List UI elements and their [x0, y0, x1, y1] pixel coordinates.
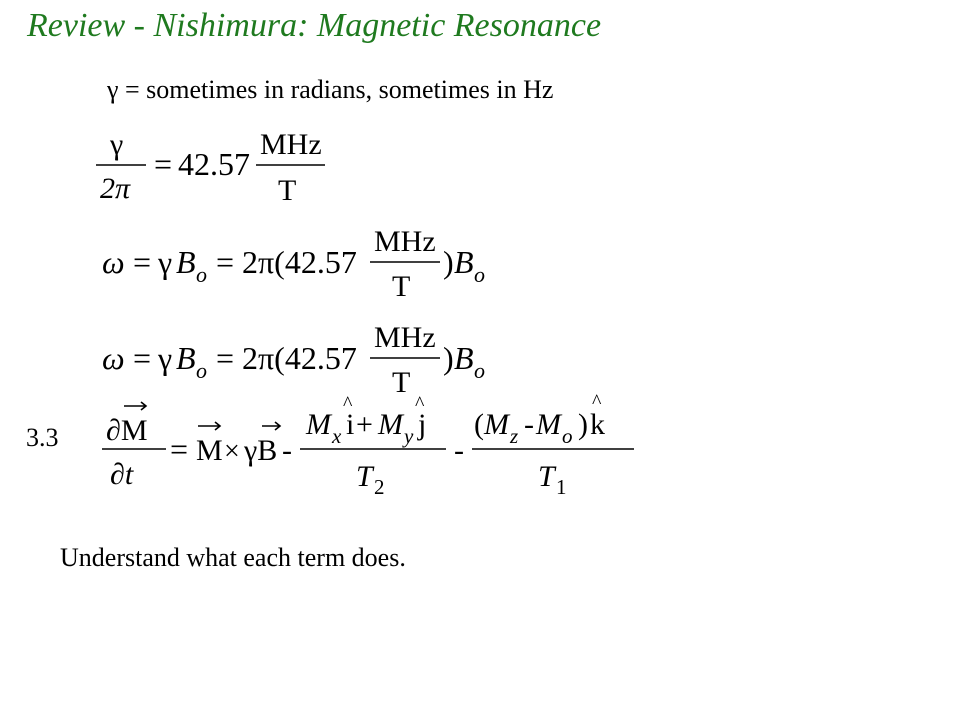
slide-title: Review - Nishimura: Magnetic Resonance — [27, 7, 602, 44]
bloch-sub-x: x — [332, 424, 342, 448]
bloch-gamma-B: γB — [244, 434, 278, 467]
eq2-gamma: γ — [158, 244, 173, 280]
bloch-minus-2: - — [454, 434, 464, 467]
eq3-sub-o: o — [196, 358, 207, 383]
eq3-unit-numerator: MHz — [374, 321, 436, 354]
eq1-denominator: 2π — [100, 172, 131, 205]
eq2-B-end: B — [454, 244, 474, 280]
bloch-dM: ∂M — [106, 414, 148, 447]
eq3-B: B — [176, 340, 196, 376]
eq2-equals-2: = — [216, 244, 235, 280]
eq2-sub-o-end: o — [474, 262, 485, 287]
equation-bloch — [98, 388, 643, 503]
equation-number: 3.3 — [26, 423, 59, 452]
bloch-vector-arrow-M — [198, 422, 220, 430]
eq1-equals: = — [154, 146, 173, 182]
bloch-Mz: M — [484, 408, 509, 441]
eq2-B: B — [176, 244, 196, 280]
eq3-equals-2: = — [216, 340, 235, 376]
eq1-value: 42.57 — [178, 146, 250, 182]
equation-larmor-1 — [100, 218, 500, 303]
bloch-close-paren: ) — [578, 408, 588, 441]
eq2-equals-1: = — [133, 244, 152, 280]
bloch-rhs-M: M — [196, 434, 223, 467]
eq2-coefficient: 2π(42.57 — [242, 244, 357, 280]
bloch-T2: T — [356, 460, 373, 493]
bloch-sub-z: z — [510, 424, 519, 448]
bloch-equals: = — [170, 431, 189, 467]
eq1-unit-denominator: T — [278, 174, 297, 207]
eq3-gamma: γ — [158, 340, 173, 376]
bloch-Mo: M — [536, 408, 561, 441]
bloch-My: M — [378, 408, 403, 441]
eq3-omega: ω — [102, 340, 125, 376]
eq3-B-end: B — [454, 340, 474, 376]
bloch-j-hat-accent: ^ — [415, 393, 425, 415]
bloch-i-hat-accent: ^ — [343, 393, 353, 415]
eq3-unit-denominator: T — [392, 366, 411, 399]
eq2-close-paren: ) — [443, 244, 454, 280]
eq1-unit-numerator: MHz — [260, 128, 322, 161]
bloch-inner-minus: - — [524, 408, 534, 441]
bloch-open-paren: ( — [474, 408, 484, 441]
bloch-vector-arrow-B — [262, 422, 280, 430]
bloch-times: × — [224, 436, 240, 467]
eq3-coefficient: 2π(42.57 — [242, 340, 357, 376]
eq1-numerator: γ — [110, 128, 124, 161]
bloch-k-hat-accent: ^ — [592, 391, 602, 413]
bloch-plus: + — [356, 408, 373, 441]
gamma-units-note: γ = sometimes in radians, sometimes in Hz — [107, 75, 554, 104]
bloch-dt: ∂t — [110, 458, 134, 491]
bloch-sub-1: 1 — [556, 475, 567, 499]
bloch-minus-1: - — [282, 434, 292, 467]
equation-larmor-2 — [100, 314, 500, 399]
bloch-k-hat: k — [590, 408, 605, 441]
eq2-unit-denominator: T — [392, 270, 411, 303]
bloch-Mx: M — [306, 408, 331, 441]
equation-gamma-over-2pi — [92, 118, 342, 213]
bloch-sub-y: y — [404, 424, 414, 448]
eq2-unit-numerator: MHz — [374, 225, 436, 258]
eq2-omega: ω — [102, 244, 125, 280]
instruction-text: Understand what each term does. — [60, 543, 406, 572]
bloch-vector-arrow-dM — [124, 402, 146, 410]
eq3-equals-1: = — [133, 340, 152, 376]
bloch-sub-2: 2 — [374, 475, 385, 499]
eq3-sub-o-end: o — [474, 358, 485, 383]
bloch-i-hat: i — [346, 408, 355, 441]
eq2-sub-o: o — [196, 262, 207, 287]
eq3-close-paren: ) — [443, 340, 454, 376]
bloch-j-hat: j — [418, 408, 427, 441]
bloch-T1: T — [538, 460, 555, 493]
bloch-sub-o: o — [562, 424, 573, 448]
